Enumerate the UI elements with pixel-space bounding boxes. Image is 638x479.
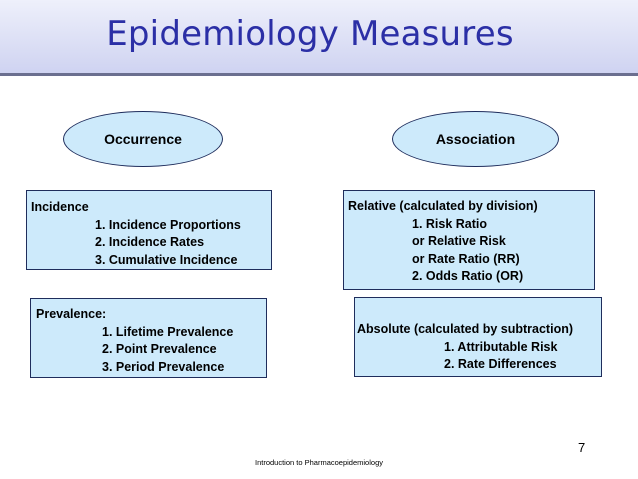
occurrence-heading: Occurrence [104,131,182,147]
relative-item: 2. Odds Ratio (OR) [412,269,524,283]
title-bar [0,0,638,76]
prevalence-item: 1. Lifetime Prevalence [102,324,234,339]
footer-text: Introduction to Pharmacoepidemiology [255,458,383,467]
page-number: 7 [578,440,586,455]
absolute-item: 2. Rate Differences [444,357,557,371]
incidence-item: 1. Incidence Proportions [95,217,241,232]
incidence-box [26,190,272,270]
absolute-box [354,297,602,377]
relative-item: or Rate Ratio (RR) [412,251,520,266]
relative-item: 1. Risk Ratio [412,216,488,231]
absolute-label: Absolute (calculated by subtraction) [357,322,574,336]
prevalence-box [30,298,267,378]
association-heading: Association [435,131,516,147]
association-oval [392,111,559,167]
prevalence-item: 2. Point Prevalence [102,342,217,356]
relative-label: Relative (calculated by division) [348,199,538,213]
incidence-item: 2. Incidence Rates [95,235,205,249]
slide-title: Epidemiology Measures [106,14,514,54]
footer [0,458,638,467]
prevalence-label: Prevalence: [36,307,107,321]
prevalence-item: 3. Period Prevalence [102,359,225,374]
incidence-label: Incidence [31,200,89,214]
absolute-item: 1. Attributable Risk [444,339,558,354]
relative-item: or Relative Risk [412,234,506,248]
occurrence-oval [63,111,223,167]
relative-box [343,190,595,290]
incidence-item: 3. Cumulative Incidence [95,252,238,267]
